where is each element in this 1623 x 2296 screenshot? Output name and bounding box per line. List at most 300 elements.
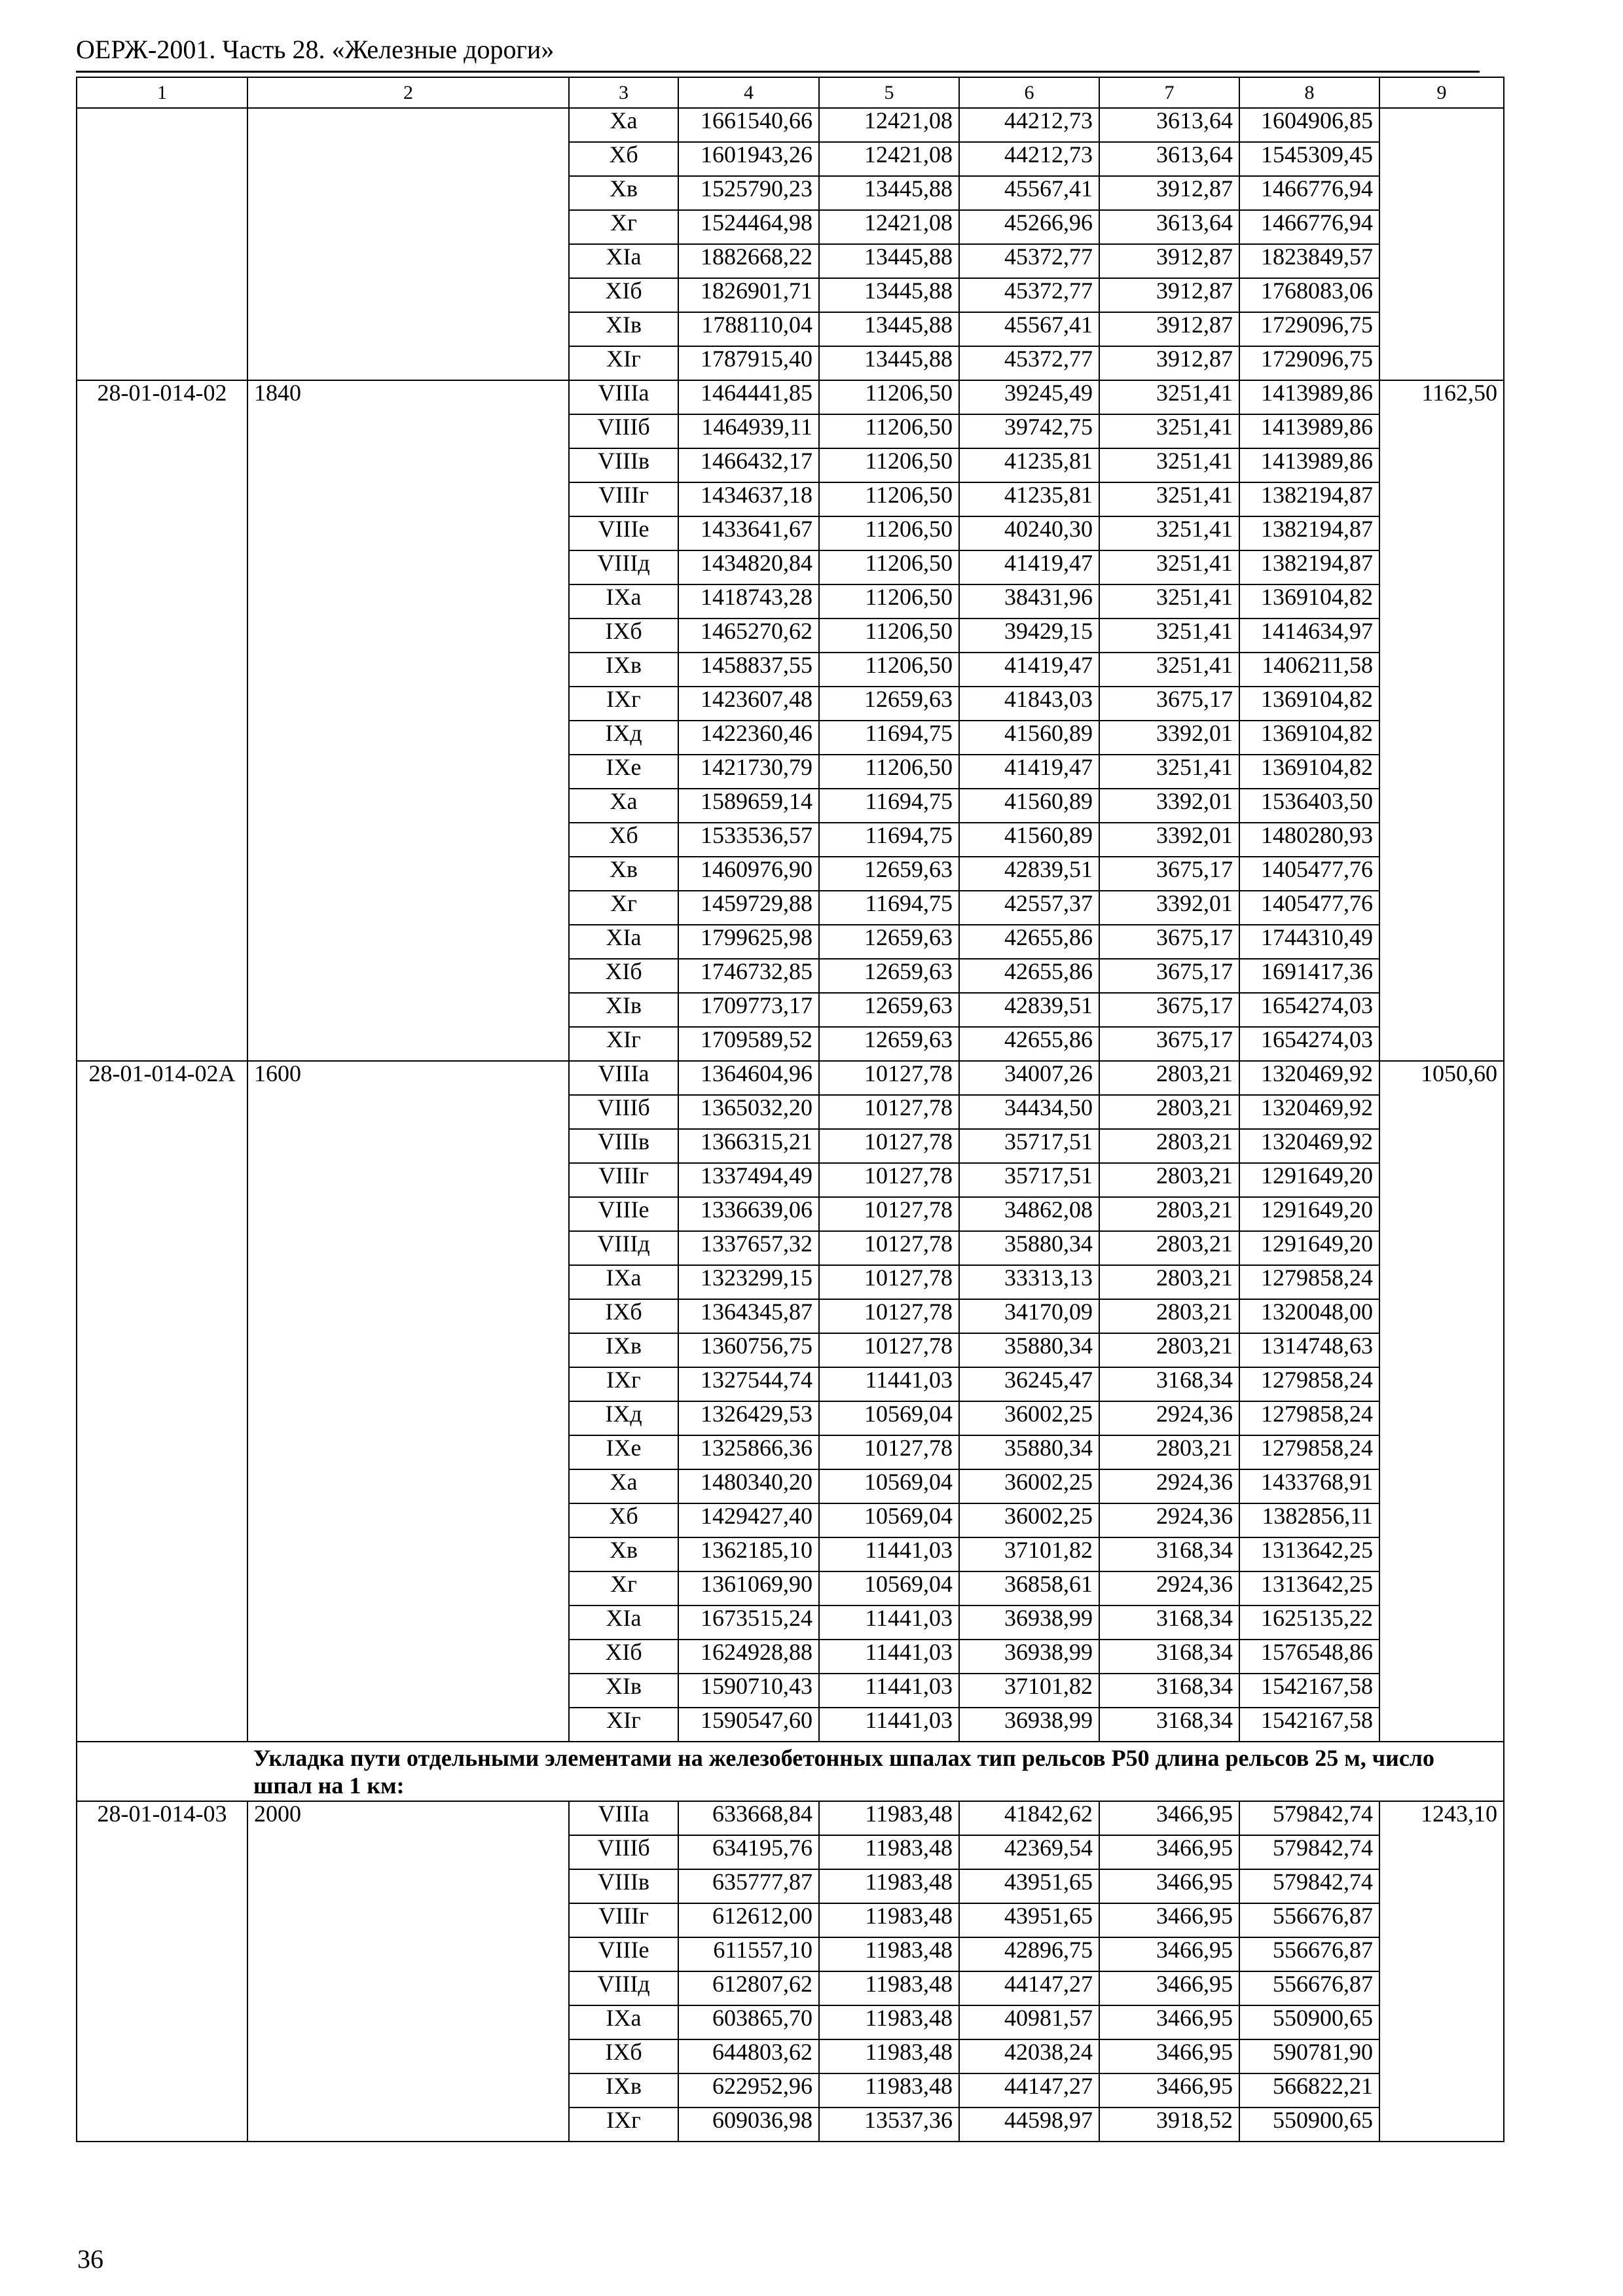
value-cell: 1313642,25 (1239, 1537, 1379, 1571)
value-cell: 1429427,40 (678, 1503, 819, 1537)
variant-cell: VIIIе (569, 1937, 678, 1971)
value-cell: 42839,51 (959, 857, 1099, 891)
variant-cell: VIIIв (569, 1869, 678, 1903)
variant-cell: IXа (569, 1265, 678, 1299)
variant-cell: Xг (569, 210, 678, 244)
value-cell: 1337657,32 (678, 1231, 819, 1265)
value-cell: 11206,50 (819, 653, 959, 687)
variant-cell: IXг (569, 2108, 678, 2142)
value-cell: 11206,50 (819, 516, 959, 550)
variant-cell: VIIIг (569, 482, 678, 516)
value-cell: 3675,17 (1099, 857, 1239, 891)
value-cell: 45372,77 (959, 346, 1099, 380)
value-cell: 556676,87 (1239, 1937, 1379, 1971)
value-cell: 10127,78 (819, 1163, 959, 1197)
value-cell: 12659,63 (819, 959, 959, 993)
value-cell: 42896,75 (959, 1937, 1099, 1971)
value-cell: 11983,48 (819, 1937, 959, 1971)
value-cell: 1369104,82 (1239, 721, 1379, 755)
value-cell: 1654274,03 (1239, 1027, 1379, 1061)
variant-cell: XIв (569, 1674, 678, 1708)
value-cell: 11983,48 (819, 2005, 959, 2039)
variant-cell: IXд (569, 1401, 678, 1435)
variant-cell: XIб (569, 1640, 678, 1674)
value-cell: 39429,15 (959, 619, 1099, 653)
value-cell: 11441,03 (819, 1708, 959, 1742)
value-cell: 1418743,28 (678, 584, 819, 619)
table-row (77, 380, 1504, 414)
variant-cell: XIг (569, 1708, 678, 1742)
value-cell: 1421730,79 (678, 755, 819, 789)
param-cell (247, 108, 569, 380)
value-cell: 38431,96 (959, 584, 1099, 619)
value-cell: 39742,75 (959, 414, 1099, 448)
value-cell: 1365032,20 (678, 1095, 819, 1129)
variant-cell: XIв (569, 993, 678, 1027)
value-cell: 10127,78 (819, 1299, 959, 1333)
value-cell: 1382194,87 (1239, 516, 1379, 550)
value-cell: 611557,10 (678, 1937, 819, 1971)
value-cell: 633668,84 (678, 1801, 819, 1835)
value-cell: 1366315,21 (678, 1129, 819, 1163)
value-cell: 1480280,93 (1239, 823, 1379, 857)
value-cell: 10569,04 (819, 1469, 959, 1503)
value-cell: 1291649,20 (1239, 1163, 1379, 1197)
value-cell: 1325866,36 (678, 1435, 819, 1469)
value-cell: 1291649,20 (1239, 1197, 1379, 1231)
param-cell: 2000 (247, 1801, 569, 2142)
value-cell: 45567,41 (959, 312, 1099, 346)
value-cell: 11983,48 (819, 2073, 959, 2108)
value-cell: 566822,21 (1239, 2073, 1379, 2108)
value-cell: 35717,51 (959, 1163, 1099, 1197)
value-cell: 41843,03 (959, 687, 1099, 721)
variant-cell: IXв (569, 2073, 678, 2108)
value-cell: 1459729,88 (678, 891, 819, 925)
value-cell: 3466,95 (1099, 1937, 1239, 1971)
value-cell: 1313642,25 (1239, 1571, 1379, 1605)
value-cell: 11694,75 (819, 891, 959, 925)
value-cell: 1433768,91 (1239, 1469, 1379, 1503)
value-cell: 1291649,20 (1239, 1231, 1379, 1265)
value-cell: 1382856,11 (1239, 1503, 1379, 1537)
value-cell: 41560,89 (959, 721, 1099, 755)
column-number: 3 (569, 77, 678, 108)
value-cell: 42655,86 (959, 959, 1099, 993)
value-cell: 609036,98 (678, 2108, 819, 2142)
value-cell: 1279858,24 (1239, 1401, 1379, 1435)
value-cell: 1458837,55 (678, 653, 819, 687)
variant-cell: Xв (569, 1537, 678, 1571)
value-cell: 11441,03 (819, 1367, 959, 1401)
value-cell: 34862,08 (959, 1197, 1099, 1231)
value-cell: 42655,86 (959, 925, 1099, 959)
value-cell: 579842,74 (1239, 1835, 1379, 1869)
value-cell: 3912,87 (1099, 346, 1239, 380)
value-cell: 44147,27 (959, 2073, 1099, 2108)
value-cell: 11983,48 (819, 1903, 959, 1937)
value-cell: 10127,78 (819, 1129, 959, 1163)
value-cell: 579842,74 (1239, 1869, 1379, 1903)
value-cell: 11441,03 (819, 1640, 959, 1674)
value-cell: 1542167,58 (1239, 1708, 1379, 1742)
value-cell: 11441,03 (819, 1605, 959, 1640)
value-cell: 3466,95 (1099, 2039, 1239, 2073)
value-cell: 13445,88 (819, 244, 959, 278)
value-cell: 1466776,94 (1239, 210, 1379, 244)
value-cell: 1327544,74 (678, 1367, 819, 1401)
variant-cell: IXв (569, 653, 678, 687)
col9-cell: 1243,10 (1379, 1801, 1504, 2142)
variant-cell: XIг (569, 346, 678, 380)
variant-cell: Xб (569, 823, 678, 857)
value-cell: 1576548,86 (1239, 1640, 1379, 1674)
value-cell: 1364345,87 (678, 1299, 819, 1333)
value-cell: 550900,65 (1239, 2005, 1379, 2039)
value-cell: 603865,70 (678, 2005, 819, 2039)
value-cell: 3912,87 (1099, 244, 1239, 278)
value-cell: 12659,63 (819, 857, 959, 891)
value-cell: 622952,96 (678, 2073, 819, 2108)
value-cell: 3251,41 (1099, 755, 1239, 789)
variant-cell: VIIIб (569, 1835, 678, 1869)
value-cell: 612807,62 (678, 1971, 819, 2005)
value-cell: 3912,87 (1099, 278, 1239, 312)
value-cell: 1405477,76 (1239, 857, 1379, 891)
variant-cell: XIг (569, 1027, 678, 1061)
value-cell: 42655,86 (959, 1027, 1099, 1061)
variant-cell: VIIIа (569, 380, 678, 414)
rate-code-cell: 28-01-014-02А (77, 1061, 247, 1742)
value-cell: 1434637,18 (678, 482, 819, 516)
value-cell: 1360756,75 (678, 1333, 819, 1367)
value-cell: 11206,50 (819, 584, 959, 619)
value-cell: 1654274,03 (1239, 993, 1379, 1027)
value-cell: 1279858,24 (1239, 1367, 1379, 1401)
variant-cell: VIIIв (569, 1129, 678, 1163)
value-cell: 1413989,86 (1239, 414, 1379, 448)
variant-cell: VIIIе (569, 1197, 678, 1231)
column-number: 2 (247, 77, 569, 108)
value-cell: 1768083,06 (1239, 278, 1379, 312)
value-cell: 1787915,40 (678, 346, 819, 380)
value-cell: 1320469,92 (1239, 1095, 1379, 1129)
param-cell: 1840 (247, 380, 569, 1061)
value-cell: 45372,77 (959, 278, 1099, 312)
rate-code-cell (77, 108, 247, 380)
value-cell: 12659,63 (819, 925, 959, 959)
value-cell: 3613,64 (1099, 142, 1239, 176)
value-cell: 35880,34 (959, 1435, 1099, 1469)
value-cell: 2924,36 (1099, 1571, 1239, 1605)
value-cell: 39245,49 (959, 380, 1099, 414)
value-cell: 36002,25 (959, 1401, 1099, 1435)
value-cell: 1542167,58 (1239, 1674, 1379, 1708)
value-cell: 1465270,62 (678, 619, 819, 653)
value-cell: 36938,99 (959, 1605, 1099, 1640)
value-cell: 3168,34 (1099, 1640, 1239, 1674)
value-cell: 11983,48 (819, 1835, 959, 1869)
value-cell: 1405477,76 (1239, 891, 1379, 925)
value-cell: 1604906,85 (1239, 108, 1379, 142)
value-cell: 42839,51 (959, 993, 1099, 1027)
value-cell: 2803,21 (1099, 1299, 1239, 1333)
variant-cell: Xг (569, 891, 678, 925)
col9-cell (1379, 108, 1504, 380)
variant-cell: IXа (569, 584, 678, 619)
value-cell: 3912,87 (1099, 176, 1239, 210)
value-cell: 10127,78 (819, 1061, 959, 1095)
value-cell: 1533536,57 (678, 823, 819, 857)
variant-cell: VIIIв (569, 448, 678, 482)
value-cell: 1524464,98 (678, 210, 819, 244)
value-cell: 1601943,26 (678, 142, 819, 176)
value-cell: 41419,47 (959, 653, 1099, 687)
value-cell: 556676,87 (1239, 1903, 1379, 1937)
value-cell: 13445,88 (819, 312, 959, 346)
value-cell: 1464441,85 (678, 380, 819, 414)
value-cell: 11441,03 (819, 1537, 959, 1571)
variant-cell: Xа (569, 789, 678, 823)
value-cell: 34170,09 (959, 1299, 1099, 1333)
value-cell: 12659,63 (819, 993, 959, 1027)
variant-cell: IXд (569, 721, 678, 755)
value-cell: 3392,01 (1099, 823, 1239, 857)
value-cell: 10127,78 (819, 1265, 959, 1299)
value-cell: 3912,87 (1099, 312, 1239, 346)
value-cell: 3466,95 (1099, 2005, 1239, 2039)
value-cell: 3251,41 (1099, 619, 1239, 653)
value-cell: 1413989,86 (1239, 380, 1379, 414)
value-cell: 3675,17 (1099, 959, 1239, 993)
value-cell: 1729096,75 (1239, 346, 1379, 380)
value-cell: 1464939,11 (678, 414, 819, 448)
value-cell: 11983,48 (819, 1971, 959, 2005)
value-cell: 3466,95 (1099, 1835, 1239, 1869)
value-cell: 2803,21 (1099, 1095, 1239, 1129)
value-cell: 3675,17 (1099, 687, 1239, 721)
value-cell: 33313,13 (959, 1265, 1099, 1299)
value-cell: 2803,21 (1099, 1265, 1239, 1299)
value-cell: 1729096,75 (1239, 312, 1379, 346)
col9-cell: 1050,60 (1379, 1061, 1504, 1742)
table-row (77, 1801, 1504, 1835)
value-cell: 1709589,52 (678, 1027, 819, 1061)
section-heading-row (77, 1742, 1504, 1801)
table-body (77, 77, 1504, 2142)
value-cell: 11694,75 (819, 823, 959, 857)
value-cell: 3675,17 (1099, 925, 1239, 959)
value-cell: 1823849,57 (1239, 244, 1379, 278)
value-cell: 40240,30 (959, 516, 1099, 550)
value-cell: 3466,95 (1099, 1801, 1239, 1835)
value-cell: 1624928,88 (678, 1640, 819, 1674)
value-cell: 42038,24 (959, 2039, 1099, 2073)
value-cell: 1709773,17 (678, 993, 819, 1027)
variant-cell: VIIIд (569, 1971, 678, 2005)
value-cell: 1466432,17 (678, 448, 819, 482)
value-cell: 10127,78 (819, 1095, 959, 1129)
value-cell: 3251,41 (1099, 516, 1239, 550)
variant-cell: IXб (569, 619, 678, 653)
value-cell: 612612,00 (678, 1903, 819, 1937)
value-cell: 45266,96 (959, 210, 1099, 244)
value-cell: 3613,64 (1099, 108, 1239, 142)
value-cell: 41560,89 (959, 823, 1099, 857)
value-cell: 36938,99 (959, 1708, 1099, 1742)
value-cell: 12421,08 (819, 108, 959, 142)
value-cell: 1799625,98 (678, 925, 819, 959)
value-cell: 41560,89 (959, 789, 1099, 823)
variant-cell: VIIIд (569, 550, 678, 584)
value-cell: 44212,73 (959, 108, 1099, 142)
value-cell: 11983,48 (819, 2039, 959, 2073)
value-cell: 10569,04 (819, 1503, 959, 1537)
value-cell: 3466,95 (1099, 1971, 1239, 2005)
value-cell: 34434,50 (959, 1095, 1099, 1129)
rates-table (76, 77, 1504, 2142)
variant-cell: VIIIа (569, 1801, 678, 1835)
variant-cell: IXе (569, 1435, 678, 1469)
value-cell: 1369104,82 (1239, 755, 1379, 789)
value-cell: 1413989,86 (1239, 448, 1379, 482)
variant-cell: IXе (569, 755, 678, 789)
value-cell: 13445,88 (819, 346, 959, 380)
value-cell: 644803,62 (678, 2039, 819, 2073)
variant-cell: VIIIд (569, 1231, 678, 1265)
variant-cell: VIIIг (569, 1163, 678, 1197)
value-cell: 13445,88 (819, 176, 959, 210)
value-cell: 13537,36 (819, 2108, 959, 2142)
value-cell: 11206,50 (819, 482, 959, 516)
column-number: 6 (959, 77, 1099, 108)
value-cell: 11206,50 (819, 550, 959, 584)
value-cell: 3168,34 (1099, 1674, 1239, 1708)
value-cell: 1480340,20 (678, 1469, 819, 1503)
value-cell: 12659,63 (819, 687, 959, 721)
value-cell: 40981,57 (959, 2005, 1099, 2039)
value-cell: 3251,41 (1099, 448, 1239, 482)
value-cell: 3392,01 (1099, 891, 1239, 925)
value-cell: 11206,50 (819, 380, 959, 414)
value-cell: 3466,95 (1099, 1869, 1239, 1903)
value-cell: 3466,95 (1099, 2073, 1239, 2108)
value-cell: 44212,73 (959, 142, 1099, 176)
value-cell: 1788110,04 (678, 312, 819, 346)
value-cell: 634195,76 (678, 1835, 819, 1869)
value-cell: 3168,34 (1099, 1708, 1239, 1742)
value-cell: 1590547,60 (678, 1708, 819, 1742)
section-heading: Укладка пути отдельными элементами на железобетонных шпалах тип рельсов Р50 длина рельсов 25 м, число шпал на 1 км: (247, 1742, 1504, 1801)
variant-cell: IXг (569, 1367, 678, 1401)
variant-cell: VIIIб (569, 414, 678, 448)
value-cell: 1320048,00 (1239, 1299, 1379, 1333)
value-cell: 3613,64 (1099, 210, 1239, 244)
variant-cell: IXб (569, 1299, 678, 1333)
value-cell: 36002,25 (959, 1503, 1099, 1537)
value-cell: 10569,04 (819, 1571, 959, 1605)
variant-cell: Xб (569, 1503, 678, 1537)
variant-cell: VIIIе (569, 516, 678, 550)
value-cell: 1320469,92 (1239, 1061, 1379, 1095)
rate-code-cell: 28-01-014-02 (77, 380, 247, 1061)
variant-cell: Xб (569, 142, 678, 176)
value-cell: 37101,82 (959, 1674, 1099, 1708)
value-cell: 11983,48 (819, 1869, 959, 1903)
value-cell: 11694,75 (819, 721, 959, 755)
header-rule (76, 71, 1480, 73)
column-number-row (77, 77, 1504, 108)
value-cell: 35880,34 (959, 1333, 1099, 1367)
value-cell: 10569,04 (819, 1401, 959, 1435)
value-cell: 35717,51 (959, 1129, 1099, 1163)
value-cell: 42369,54 (959, 1835, 1099, 1869)
value-cell: 1361069,90 (678, 1571, 819, 1605)
variant-cell: Xв (569, 857, 678, 891)
table-row (77, 1061, 1504, 1095)
column-number: 1 (77, 77, 247, 108)
value-cell: 2924,36 (1099, 1503, 1239, 1537)
variant-cell: XIб (569, 278, 678, 312)
col9-cell: 1162,50 (1379, 380, 1504, 1061)
value-cell: 3251,41 (1099, 584, 1239, 619)
value-cell: 590781,90 (1239, 2039, 1379, 2073)
value-cell: 41235,81 (959, 482, 1099, 516)
param-cell: 1600 (247, 1061, 569, 1742)
column-number: 5 (819, 77, 959, 108)
value-cell: 41235,81 (959, 448, 1099, 482)
value-cell: 11694,75 (819, 789, 959, 823)
variant-cell: XIв (569, 312, 678, 346)
value-cell: 11441,03 (819, 1674, 959, 1708)
value-cell: 1279858,24 (1239, 1435, 1379, 1469)
value-cell: 37101,82 (959, 1537, 1099, 1571)
variant-cell: Xв (569, 176, 678, 210)
value-cell: 1466776,94 (1239, 176, 1379, 210)
column-number: 8 (1239, 77, 1379, 108)
value-cell: 11206,50 (819, 414, 959, 448)
column-number: 7 (1099, 77, 1239, 108)
value-cell: 1423607,48 (678, 687, 819, 721)
value-cell: 3251,41 (1099, 380, 1239, 414)
value-cell: 3168,34 (1099, 1537, 1239, 1571)
value-cell: 1323299,15 (678, 1265, 819, 1299)
variant-cell: XIа (569, 1605, 678, 1640)
value-cell: 3251,41 (1099, 550, 1239, 584)
value-cell: 12421,08 (819, 142, 959, 176)
value-cell: 11206,50 (819, 448, 959, 482)
value-cell: 3251,41 (1099, 482, 1239, 516)
variant-cell: Xа (569, 1469, 678, 1503)
variant-cell: XIа (569, 925, 678, 959)
value-cell: 3168,34 (1099, 1367, 1239, 1401)
value-cell: 1589659,14 (678, 789, 819, 823)
value-cell: 12659,63 (819, 1027, 959, 1061)
value-cell: 1746732,85 (678, 959, 819, 993)
value-cell: 45567,41 (959, 176, 1099, 210)
variant-cell: Xа (569, 108, 678, 142)
value-cell: 2803,21 (1099, 1435, 1239, 1469)
value-cell: 1691417,36 (1239, 959, 1379, 993)
value-cell: 2803,21 (1099, 1197, 1239, 1231)
value-cell: 3918,52 (1099, 2108, 1239, 2142)
value-cell: 10127,78 (819, 1197, 959, 1231)
value-cell: 35880,34 (959, 1231, 1099, 1265)
value-cell: 635777,87 (678, 1869, 819, 1903)
value-cell: 1625135,22 (1239, 1605, 1379, 1640)
value-cell: 3675,17 (1099, 993, 1239, 1027)
value-cell: 10127,78 (819, 1333, 959, 1367)
